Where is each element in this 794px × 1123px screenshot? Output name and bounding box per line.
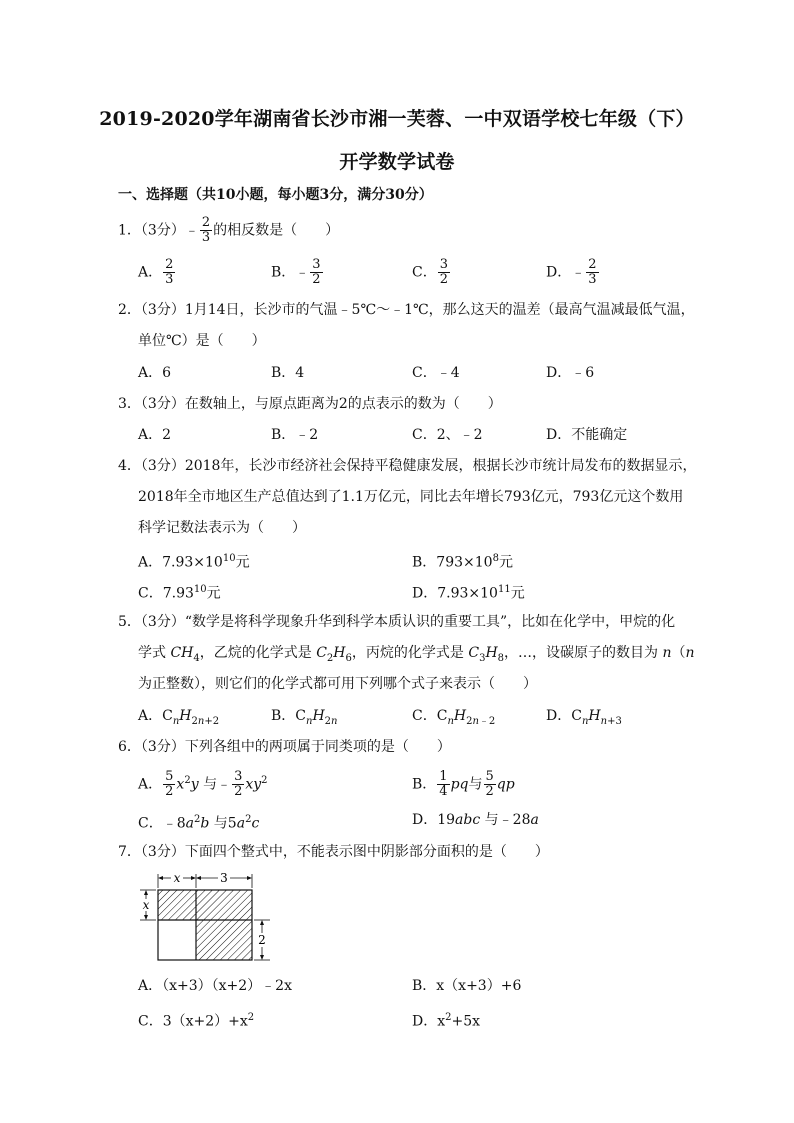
q4-option-d[interactable]: D．$7.93\times 10^{11}$元 xyxy=(412,584,525,602)
page-title-line2: 开学数学试卷 xyxy=(339,151,455,173)
q2-option-b[interactable]: B．4 xyxy=(271,365,305,381)
q1-fraction: $\frac{2}{3}$ xyxy=(201,215,211,245)
q6-option-d[interactable]: D．19abc 与﹣28a xyxy=(412,812,539,828)
q1-option-b[interactable]: B．﹣ $\frac{3}{2}$ xyxy=(271,257,321,287)
question-4-line3: 科学记数法表示为（ ） xyxy=(138,520,306,536)
q6-option-b[interactable]: B． $\frac{1}{4}$ pq与 $\frac{5}{2}$ qp xyxy=(412,769,515,799)
question-4-line2: 2018年全市地区生产总值达到了1.1万亿元，同比去年增长793亿元，793亿元这个数用 xyxy=(138,489,684,505)
q7-option-b[interactable]: B．x（x+3）+6 xyxy=(412,978,522,994)
page-title-line1: 2019-2020学年湖南省长沙市湘一芙蓉、一中双语学校七年级（下） xyxy=(99,108,695,130)
shaded-top-right xyxy=(196,890,252,920)
shaded-bottom-right xyxy=(196,920,252,960)
q1-suffix: 的相反数是（ ） xyxy=(213,222,340,239)
q2-option-c[interactable]: C．﹣4 xyxy=(412,365,460,381)
fig-label-x-left: x xyxy=(142,898,150,912)
fig-label-x-top: x xyxy=(173,871,181,885)
q2-option-a[interactable]: A．6 xyxy=(138,365,172,381)
q5-option-c[interactable]: C．$C_nH_{2n﹣2}$ xyxy=(412,708,496,727)
section-heading: 一、选择题（共10小题，每小题3分，满分30分） xyxy=(118,187,433,203)
question-2-line1: 2．（3分）1月14日，长沙市的气温﹣5℃～﹣1℃，那么这天的温差（最高气温减最低气温， xyxy=(118,302,695,318)
q4-option-c[interactable]: C．7.93$^{10}$元 xyxy=(138,584,221,602)
q1-prefix: 1．（3分）﹣ xyxy=(118,222,199,239)
q6-option-c[interactable]: C．$﹣8a^2b$ 与$5a^2c$ xyxy=(138,814,260,832)
fig-label-3-top: 3 xyxy=(220,871,228,885)
q7-option-a[interactable]: A．（x+3）（x+2）﹣2x xyxy=(138,978,292,994)
fig-label-2-right: 2 xyxy=(258,933,266,947)
q5-option-b[interactable]: B．$C_nH_{2n}$ xyxy=(271,708,338,727)
q3-option-a[interactable]: A．2 xyxy=(138,427,172,443)
q1-option-d[interactable]: D．﹣ $\frac{2}{3}$ xyxy=(546,257,597,287)
q3-option-c[interactable]: C．2、﹣2 xyxy=(412,427,483,443)
q4-option-a[interactable]: A．$7.93\times 10^{10}$元 xyxy=(138,553,250,571)
shaded-area-figure xyxy=(130,866,280,966)
q7-option-c[interactable]: C．$3(x+2)+x^2$ xyxy=(138,1012,255,1030)
question-5-line1: 5．（3分）“数学是将科学现象升华到科学本质认识的重要工具”，比如在化学中，甲烷的化 xyxy=(118,614,676,630)
q2-option-d[interactable]: D．﹣6 xyxy=(546,365,595,381)
q1-option-c[interactable]: C． $\frac{3}{2}$ xyxy=(412,257,448,287)
question-5-line2: 学式 $CH_4$，乙烷的化学式是 $C_2H_6$，丙烷的化学式是 $C_3H_8$，…，设碳原子的数目为 n（n xyxy=(138,645,695,664)
q3-option-b[interactable]: B．﹣2 xyxy=(271,427,319,443)
question-1 xyxy=(118,216,339,245)
shaded-top-left xyxy=(158,890,196,920)
q5-option-a[interactable]: A．$C_nH_{2n+2}$ xyxy=(138,708,220,727)
q7-option-d[interactable]: D．$x^2+5x$ xyxy=(412,1012,481,1030)
q4-option-b[interactable]: B．$793\times 10^8$元 xyxy=(412,553,513,571)
q3-option-d[interactable]: D．不能确定 xyxy=(546,427,628,443)
question-4-line1: 4．（3分）2018年，长沙市经济社会保持平稳健康发展，根据长沙市统计局发布的数据显示， xyxy=(118,458,697,474)
question-5-line3: 为正整数），则它们的化学式都可用下列哪个式子来表示（ ） xyxy=(138,676,537,692)
question-3: 3．（3分）在数轴上，与原点距离为2的点表示的数为（ ） xyxy=(118,396,502,412)
q1-option-a[interactable]: A． $\frac{2}{3}$ xyxy=(138,257,174,287)
question-7: 7．（3分）下面四个整式中，不能表示图中阴影部分面积的是（ ） xyxy=(118,844,549,860)
question-6: 6．（3分）下列各组中的两项属于同类项的是（ ） xyxy=(118,739,451,755)
q6-option-a[interactable]: A． $\frac{5}{2}$ $x^2y$ 与﹣ $\frac{3}{2}$ $xy^2$ xyxy=(138,769,268,799)
question-2-line2: 单位℃）是（ ） xyxy=(138,333,266,349)
q5-option-d[interactable]: D．$C_nH_{n+3}$ xyxy=(546,708,622,727)
